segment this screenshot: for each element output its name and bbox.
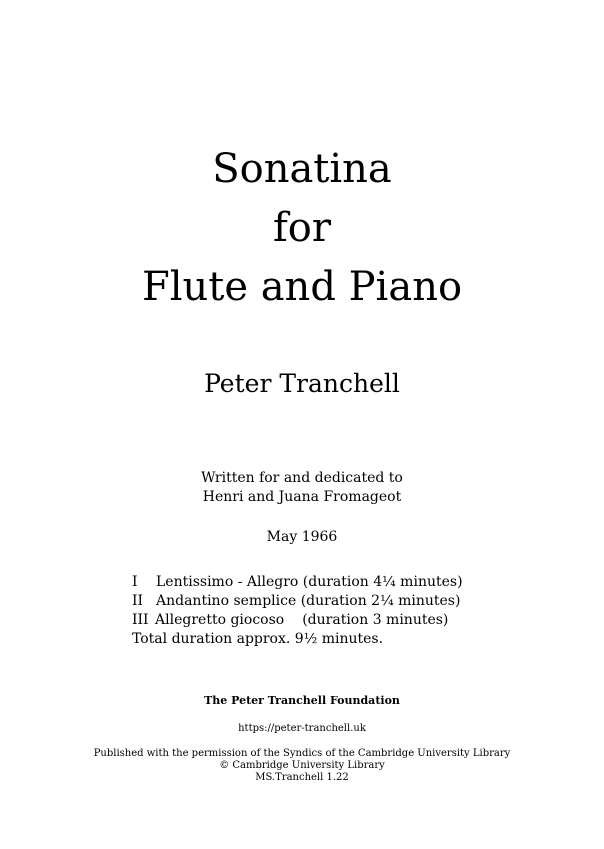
work-title (0, 140, 604, 317)
movement-number: II (132, 593, 144, 609)
dedication-line-1: Written for and dedicated to (201, 470, 403, 486)
movement-row-3 (132, 611, 463, 630)
credits-line-2: © Cambridge University Library (219, 760, 385, 771)
movement-list (132, 573, 463, 649)
title-line-1: Sonatina (212, 146, 392, 192)
movement-duration: (duration 3 minutes) (302, 612, 449, 628)
composition-date: May 1966 (266, 529, 338, 545)
credits-line-1: Published with the permission of the Syndics of the Cambridge University Library (93, 748, 511, 759)
movement-duration: (duration 2¼ minutes) (300, 593, 461, 609)
movement-row-1 (132, 573, 463, 592)
movement-name: Lentissimo - Allegro (156, 574, 299, 590)
movement-row-2 (132, 592, 463, 611)
composer-name: Peter Tranchell (204, 369, 400, 398)
credits (0, 748, 604, 784)
dedication (0, 469, 604, 507)
movement-duration: (duration 4¼ minutes) (302, 574, 463, 590)
title-line-2: for (272, 205, 331, 251)
title-line-3: Flute and Piano (141, 264, 463, 310)
movement-name: Allegretto giocoso (155, 612, 285, 628)
movement-number: III (132, 612, 149, 628)
foundation-url: https://peter-tranchell.uk (238, 723, 366, 734)
total-duration: Total duration approx. 9½ minutes. (132, 631, 384, 647)
movement-number: I (132, 574, 138, 590)
foundation-name: The Peter Tranchell Foundation (204, 694, 400, 707)
dedication-line-2: Henri and Juana Fromageot (202, 489, 402, 505)
credits-line-3: MS.Tranchell 1.22 (255, 772, 349, 783)
movement-name: Andantino semplice (156, 593, 297, 609)
